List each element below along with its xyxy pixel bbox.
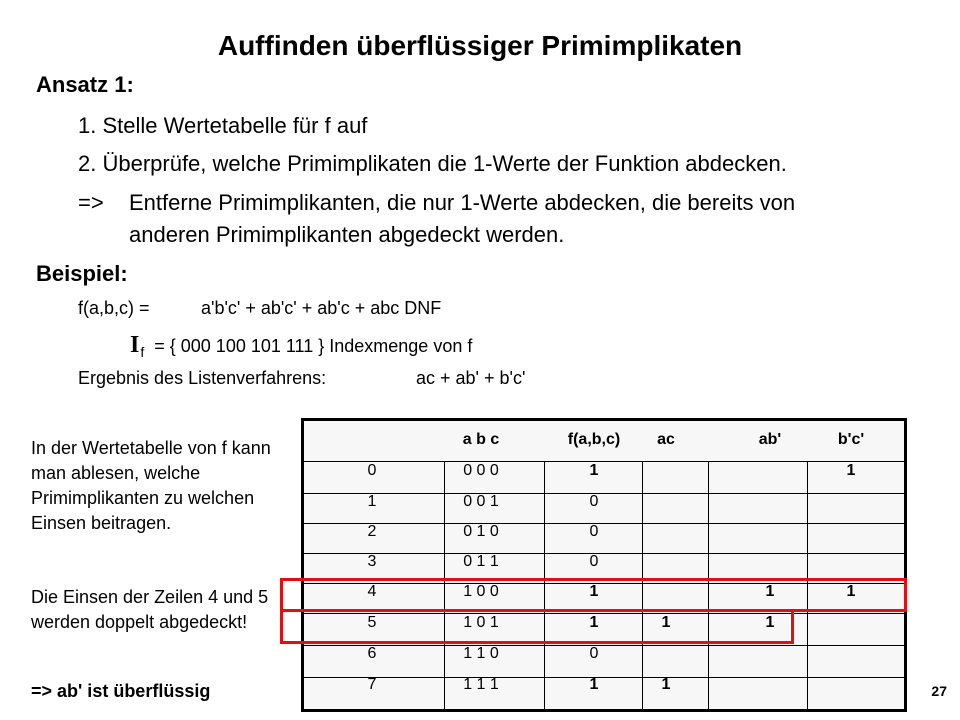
page-title: Auffinden überflüssiger Primimplikaten: [217, 30, 743, 61]
table-cell: 1 0 1: [463, 614, 499, 631]
table-cell: 0: [367, 462, 377, 479]
table-cell: 1: [846, 462, 856, 479]
table-cell: 0 0 0: [463, 462, 499, 479]
table-cell: 4: [367, 583, 377, 600]
function-label: f(a,b,c) =: [78, 298, 150, 318]
table-cell: 0 0 1: [463, 493, 499, 510]
table-header-cell: ac: [657, 431, 675, 448]
step-3-line-1: Entferne Primimplikanten, die nur 1-Werte abdecken, die bereits von: [129, 190, 796, 215]
sidenote-paragraph-2: Die Einsen der Zeilen 4 und 5 werden doppelt abgedeckt!: [31, 587, 269, 632]
table-cell: 1: [589, 462, 599, 479]
index-symbol: I: [130, 332, 140, 358]
table-cell: 2: [367, 523, 377, 540]
arrow-symbol: =>: [78, 190, 104, 215]
table-header-cell: a b c: [462, 431, 500, 448]
table-cell: 3: [367, 553, 377, 570]
table-cell: 1: [367, 493, 377, 510]
table-cell: 1: [661, 676, 671, 693]
step-3-line-2: anderen Primimplikanten abgedeckt werden.: [129, 222, 565, 247]
function-expression: a'b'c' + ab'c' + ab'c + abc DNF: [201, 298, 442, 318]
sidenote-paragraph-1: In der Wertetabelle von f kann man ablesen, welche Primimplikanten zu welchen Einsen beitragen.: [31, 438, 271, 533]
table-cell: 1: [846, 583, 856, 600]
table-cell: 0 1 0: [463, 523, 499, 540]
table-cell: 1: [589, 614, 599, 631]
result-label: Ergebnis des Listenverfahrens:: [78, 368, 327, 388]
table-header-cell: ab': [758, 431, 782, 448]
table-cell: 0: [589, 493, 599, 510]
table-cell: 1 1 1: [463, 676, 499, 693]
result-expression: ac + ab' + b'c': [416, 368, 526, 388]
beispiel-heading: Beispiel:: [36, 261, 128, 286]
highlight-row-5: [280, 609, 794, 644]
table-cell: 1: [589, 676, 599, 693]
index-subscript: f: [140, 344, 145, 360]
truth-table: [301, 418, 907, 712]
step-2: 2. Überprüfe, welche Primimplikaten die 1-Werte der Funktion abdecken.: [78, 151, 787, 176]
table-cell: 0: [589, 645, 599, 662]
table-cell: 6: [367, 645, 377, 662]
table-cell: 1 0 0: [463, 583, 499, 600]
table-cell: 0: [589, 523, 599, 540]
sidenote-conclusion: => ab' ist überflüssig: [31, 681, 211, 701]
table-cell: 5: [367, 614, 377, 631]
table-cell: 1: [765, 583, 775, 600]
table-cell: 1: [765, 614, 775, 631]
table-header-cell: b'c': [837, 431, 865, 448]
ansatz-heading: Ansatz 1:: [36, 72, 134, 97]
table-cell: 0 1 1: [463, 553, 499, 570]
table-cell: 1 1 0: [463, 645, 499, 662]
highlight-row-4: [280, 578, 907, 612]
table-cell: 1: [589, 583, 599, 600]
table-cell: 0: [589, 553, 599, 570]
index-set-values: = { 000 100 101 111 } Indexmenge von f: [154, 336, 473, 356]
table-header-cell: f(a,b,c): [567, 431, 621, 448]
table-cell: 1: [661, 614, 671, 631]
step-1: 1. Stelle Wertetabelle für f auf: [78, 113, 368, 138]
table-cell: 7: [367, 676, 377, 693]
index-set: [130, 332, 472, 359]
page-number: 27: [931, 683, 947, 699]
